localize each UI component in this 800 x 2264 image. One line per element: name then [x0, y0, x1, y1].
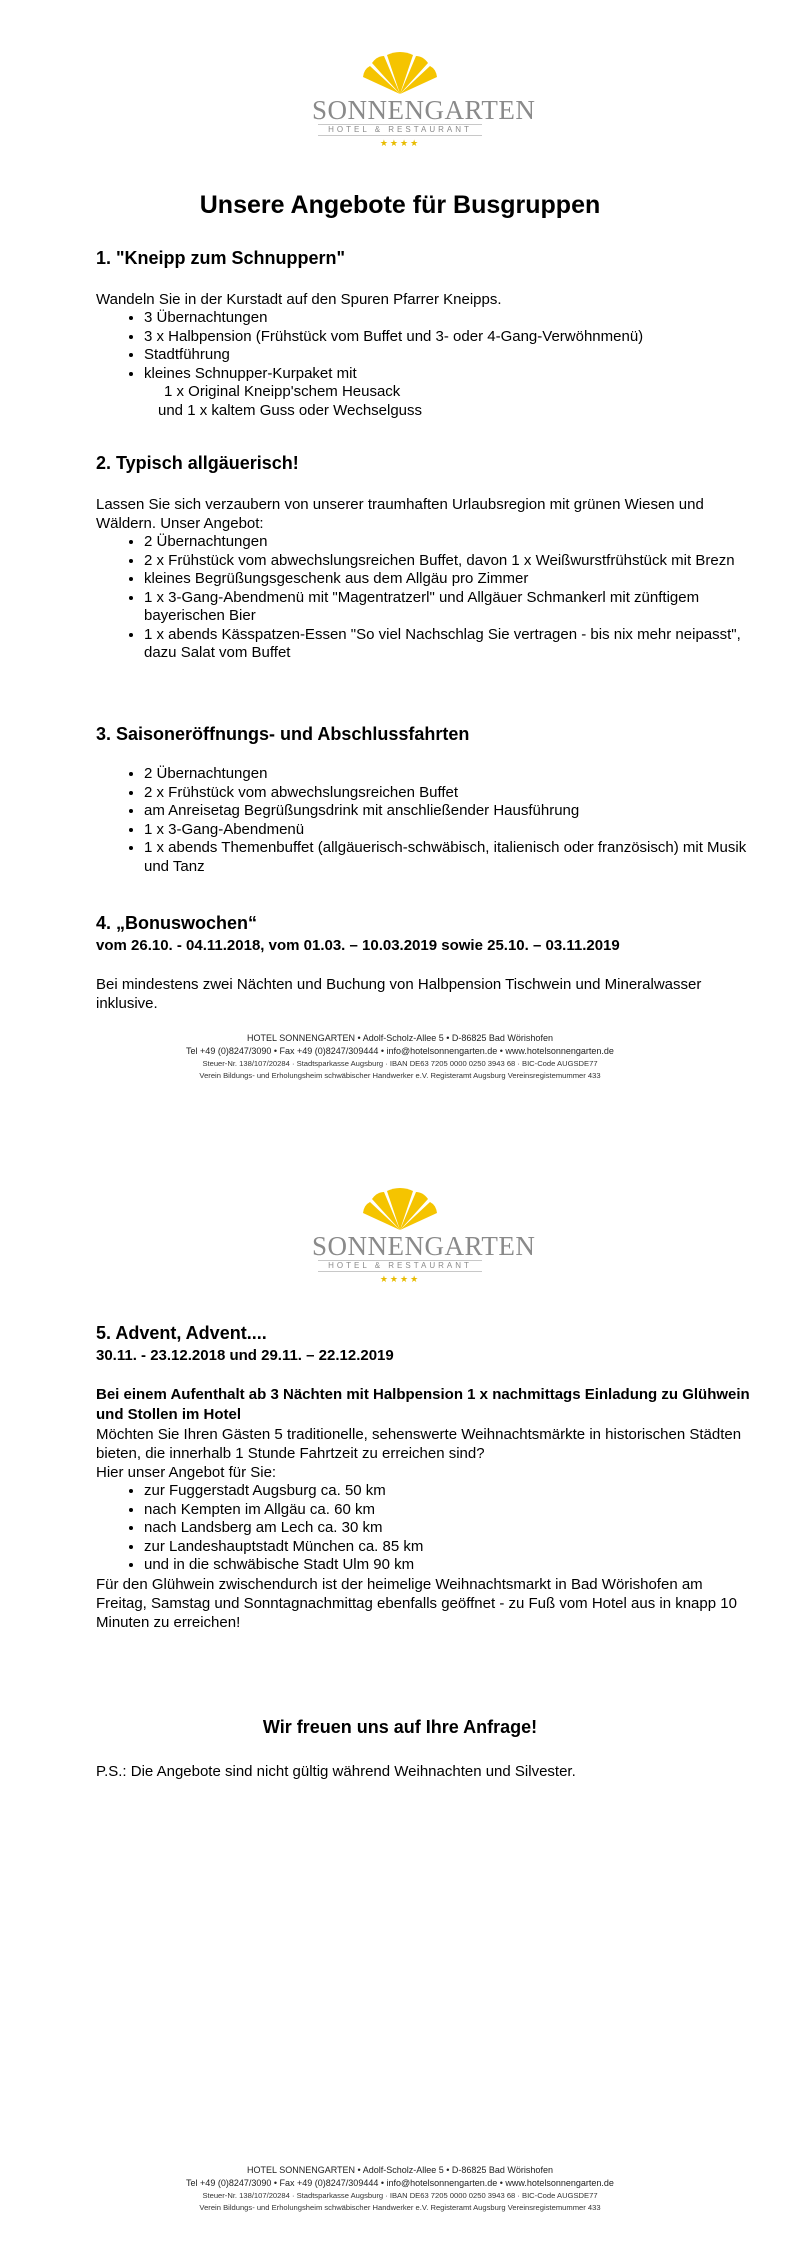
- list-item: • 3 Übernachtungen: [144, 309, 756, 328]
- list-item: • Stadtführung: [144, 346, 756, 365]
- sun-fan-icon: [360, 52, 440, 96]
- offer-3-section: [96, 723, 756, 876]
- logo-subtitle: HOTEL & RESTAURANT: [318, 124, 482, 136]
- list-item: • 1 x 3-Gang-Abendmenü mit "Magentratzerl" und Allgäuer Schmankerl mit zünftigem bayerischen Bier: [144, 589, 756, 626]
- list-item: • 2 x Frühstück vom abwechslungsreichen Buffet: [144, 784, 756, 803]
- logo-name: SONNENGARTEN: [312, 1231, 536, 1261]
- ps-note: P.S.: Die Angebote sind nicht gültig während Weihnachten und Silvester.: [96, 1763, 576, 1780]
- offer-1-section: [96, 247, 756, 420]
- offer-5-text-2: Hier unser Angebot für Sie:: [96, 1464, 277, 1481]
- offer-5-heading: 5. Advent, Advent....: [96, 1323, 267, 1343]
- list-item: • 1 x abends Themenbuffet (allgäuerisch-schwäbisch, italienisch oder französisch) mit Musik und Tanz: [144, 839, 756, 876]
- footer-bank: Steuer-Nr. 138/107/20284 · Stadtsparkasse Augsburg · IBAN DE63 7205 0000 0250 3943 68 · BIC-Code AUGSDE77: [202, 2191, 598, 2200]
- list-subline: und 1 x kaltem Guss oder Wechselguss: [158, 401, 423, 419]
- offer-3-list: [96, 765, 756, 876]
- list-item-text: kleines Schnupper-Kurpaket mit: [144, 364, 357, 382]
- list-item: [144, 365, 756, 421]
- offer-2-list: [96, 533, 756, 663]
- page-title: Unsere Angebote für Busgruppen: [199, 191, 601, 219]
- page-2-footer: [0, 2164, 800, 2213]
- offer-4-heading: 4. „Bonuswochen“: [96, 913, 258, 933]
- offer-2-heading: 2. Typisch allgäuerisch!: [96, 453, 299, 473]
- list-item: • 2 x Frühstück vom abwechslungsreichen Buffet, davon 1 x Weißwurstfrühstück mit Brezn: [144, 552, 756, 571]
- list-subline: 1 x Original Kneipp'schem Heusack: [164, 383, 401, 400]
- list-item: • und in die schwäbische Stadt Ulm 90 km: [144, 1556, 756, 1575]
- offer-4-text: Bei mindestens zwei Nächten und Buchung von Halbpension Tischwein und Mineralwasser inklusive.: [96, 976, 702, 1012]
- offer-1-list: [96, 309, 756, 420]
- page-1-footer: [0, 1032, 800, 1081]
- offer-3-heading: 3. Saisoneröffnungs- und Abschlussfahrten: [96, 724, 470, 744]
- offer-5-section: [96, 1322, 756, 1632]
- logo-stars: ★★★★: [379, 1274, 421, 1284]
- footer-address: HOTEL SONNENGARTEN • Adolf-Scholz-Allee 5 • D-86825 Bad Wörishofen: [247, 2165, 553, 2175]
- offer-1-intro: Wandeln Sie in der Kurstadt auf den Spuren Pfarrer Kneipps.: [96, 291, 502, 308]
- list-item: • nach Landsberg am Lech ca. 30 km: [144, 1519, 756, 1538]
- offer-5-dates: 30.11. - 23.12.2018 und 29.11. – 22.12.2019: [96, 1347, 394, 1364]
- hotel-logo: [312, 1188, 536, 1285]
- offer-2-intro: Lassen Sie sich verzaubern von unserer traumhaften Urlaubsregion mit grünen Wiesen und Wäldern. Unser Angebot:: [96, 496, 704, 532]
- logo-subtitle: HOTEL & RESTAURANT: [318, 1260, 482, 1272]
- list-item: • 1 x abends Kässpatzen-Essen "So viel Nachschlag Sie vertragen - bis nix mehr neipasst", dazu Salat vom Buffet: [144, 626, 756, 663]
- sun-fan-icon: [360, 1188, 440, 1232]
- footer-registry: Verein Bildungs- und Erholungsheim schwäbischer Handwerker e.V. Registeramt Augsburg Vereinsregistemummer 433: [199, 1070, 601, 1080]
- footer-bank: Steuer-Nr. 138/107/20284 · Stadtsparkasse Augsburg · IBAN DE63 7205 0000 0250 3943 68 · BIC-Code AUGSDE77: [202, 1059, 598, 1068]
- footer-contact: Tel +49 (0)8247/3090 • Fax +49 (0)8247/309444 • info@hotelsonnengarten.de • www.hotelsonnengarten.de: [186, 1046, 614, 1056]
- list-item: • zur Fuggerstadt Augsburg ca. 50 km: [144, 1482, 756, 1501]
- list-item: • 2 Übernachtungen: [144, 765, 756, 784]
- footer-address: HOTEL SONNENGARTEN • Adolf-Scholz-Allee 5 • D-86825 Bad Wörishofen: [247, 1033, 553, 1043]
- offer-2-section: [96, 452, 756, 663]
- page-2: [0, 1132, 800, 2264]
- offer-1-heading: 1. "Kneipp zum Schnuppern": [96, 248, 346, 268]
- logo-name: SONNENGARTEN: [312, 95, 536, 125]
- footer-registry: Verein Bildungs- und Erholungsheim schwäbischer Handwerker e.V. Registeramt Augsburg Vereinsregistemummer 433: [199, 2202, 601, 2212]
- logo-stars: ★★★★: [379, 138, 421, 148]
- hotel-logo: [312, 52, 536, 149]
- list-item: • 2 Übernachtungen: [144, 533, 756, 552]
- offer-5-list: [96, 1482, 756, 1575]
- offer-4-section: [96, 912, 756, 1013]
- list-item: • 1 x 3-Gang-Abendmenü: [144, 821, 756, 840]
- closing-line: Wir freuen uns auf Ihre Anfrage!: [262, 1717, 538, 1737]
- footer-contact: Tel +49 (0)8247/3090 • Fax +49 (0)8247/309444 • info@hotelsonnengarten.de • www.hotelsonnengarten.de: [186, 2178, 614, 2188]
- list-item: • 3 x Halbpension (Frühstück vom Buffet und 3- oder 4-Gang-Verwöhnmenü): [144, 328, 756, 347]
- offer-4-dates: vom 26.10. - 04.11.2018, vom 01.03. – 10.03.2019 sowie 25.10. – 03.11.2019: [96, 937, 620, 954]
- offer-5-highlight: Bei einem Aufenthalt ab 3 Nächten mit Halbpension 1 x nachmittags Einladung zu Glühwein und Stollen im Hotel: [96, 1386, 750, 1423]
- list-item: • zur Landeshauptstadt München ca. 85 km: [144, 1538, 756, 1557]
- list-item: • am Anreisetag Begrüßungsdrink mit anschließender Hausführung: [144, 802, 756, 821]
- offer-5-text-3: Für den Glühwein zwischendurch ist der heimelige Weihnachtsmarkt in Bad Wörishofen am Freitag, Samstag und Sonntagnachmittag ebenfalls geöffnet - zu Fuß vom Hotel aus in knapp 10 Minuten zu erreichen!: [96, 1575, 737, 1631]
- ps-section: [96, 1762, 756, 1781]
- list-item: • kleines Begrüßungsgeschenk aus dem Allgäu pro Zimmer: [144, 570, 756, 589]
- offer-5-text-1: Möchten Sie Ihren Gästen 5 traditionelle, sehenswerte Weihnachtsmärkte in historischen Städten bieten, die innerhalb 1 Stunde Fahrtzeit zu erreichen sind?: [96, 1426, 742, 1462]
- list-item: • nach Kempten im Allgäu ca. 60 km: [144, 1501, 756, 1520]
